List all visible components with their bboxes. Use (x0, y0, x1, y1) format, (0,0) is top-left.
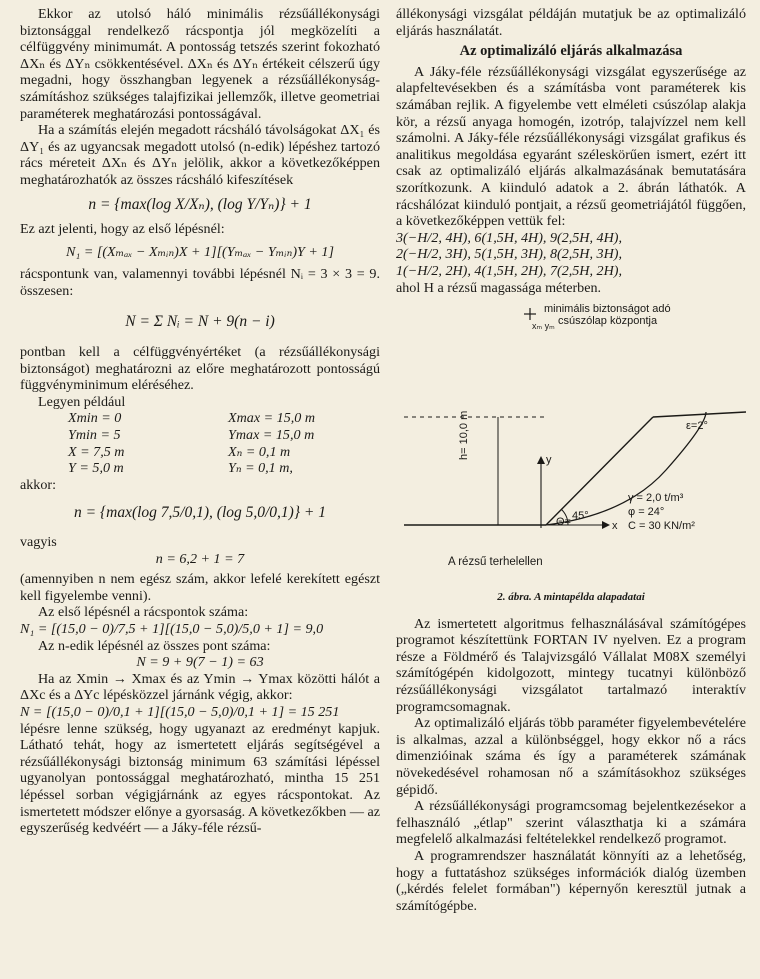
x-axis-label: x (612, 520, 618, 533)
height-label: h= 10,0 m (458, 410, 470, 461)
paragraph: A rézsűállékonysági programcsomag bejelentkezésekor a felhasználó „étlap" szerint választhatja ki a számára megfelelő alkalmazási feltételekkel rendelkező programot. (396, 798, 746, 848)
example-value: Xmax = 15,0 m (228, 410, 316, 427)
equation-brute-force: N = [(15,0 − 0)/0,1 + 1][(15,0 − 5,0)/0,1 + 1] = 15 251 (20, 703, 340, 720)
paragraph: vagyis (20, 534, 57, 551)
example-value: Y = 5,0 m (68, 460, 124, 477)
example-value: Xₙ = 0,1 m (228, 443, 291, 460)
paragraph: A Jáky-féle rézsűállékonysági vizsgálat egyszerűsége az alapfeltevésekben és a számításba vont paraméterek kis számában rejlik. A figyelembe vett elméleti csúszólap alakja kör, a rézsű anyaga homogén, izotróp, talajvízzel nem kell számolni. A Jáky-féle rézsűállékonysági vizsgálat grafikus és analitikus megoldása egyaránt széleskörűen ismert, ezért itt csak az optimalizáló eljárás alkalmazásának bemutatására szorítkozunk. A kiinduló adatok a 2. ábrán láthatók. A rácshálózat kiinduló pontjait, a rézsű geometriájától függően, a következőképpen vettük fel: (396, 63, 746, 230)
cohesion-param: C = 30 KN/m² (628, 520, 695, 533)
coordinate-line: 1(−H/2, 2H), 4(1,5H, 2H), 7(2,5H, 2H), (396, 262, 622, 279)
crest-line (653, 412, 746, 417)
paragraph: A programrendszer használatát könnyíti az a lehetőség, hogy a futtatáshoz szükséges információk dialóg üzemben („kérdés felelet formában") képernyőn keresztül jutnak a számítógépbe. (396, 848, 746, 914)
load-label: A rézsű terhelellen (448, 556, 543, 569)
paragraph: pontban kell a célfüggvényértéket (a rézsűállékonysági biztonságot) meghatározni az előre meghatározott pontosságú függvényminimum eléréséhez. (20, 344, 380, 394)
slip-circle (546, 412, 706, 525)
epsilon-label: ε=2° (686, 420, 708, 433)
figure-2 (396, 300, 746, 585)
example-values (20, 410, 380, 476)
example-value: Yₙ = 0,1 m, (228, 460, 293, 477)
paragraph: rácspontunk van, valamennyi további lépésnél Nᵢ = 3 × 3 = 9. összesen: (20, 266, 380, 299)
paragraph: ahol H a rézsű magassága méterben. (396, 279, 602, 296)
friction-angle-param: φ = 24° (628, 506, 665, 519)
paragraph: Ha az Xmin → Xmax és az Ymin → Ymax közötti hálót a ΔXc és a ΔYc lépésközzel járnánk végig, akkor: (20, 670, 380, 704)
right-column (396, 6, 746, 914)
equation-sum: N = Σ Nᵢ = N + 9(n − i) (125, 312, 275, 330)
paragraph: Ez azt jelenti, hogy az első lépésnél: (20, 221, 225, 238)
equation-example-n: n = {max(log 7,5/0,1), (log 5,0/0,1)} + 1 (73, 504, 326, 522)
left-column (20, 6, 380, 837)
coordinate-line: 3(−H/2, 4H), 6(1,5H, 4H), 9(2,5H, 4H), (396, 229, 622, 246)
x-arrow-icon (602, 521, 610, 529)
paragraph: Az ismertetett algoritmus felhasználásával számítógépes programot készítettünk FORTAN IV nyelven. Ez a program része a Földmérő és Talajvizsgáló Vállalat M08X személyi számítógépén kidolgozott, mintegy tucatnyi különböző rézsűállékonysági vizsgálatot tartalmazó interaktív programcsomagnak. (396, 615, 746, 715)
equation-n: n = {max(log X/Xₙ), (log Y/Yₙ)} + 1 (88, 195, 312, 213)
coordinate-line: 2(−H/2, 3H), 5(1,5H, 3H), 8(2,5H, 3H), (396, 246, 622, 263)
paragraph: Az első lépésnél a rácspontok száma: (38, 604, 249, 621)
example-value: X = 7,5 m (68, 443, 125, 460)
paragraph: Az n-edik lépésnél az összes pont száma: (38, 637, 271, 654)
unit-weight-param: γ = 2,0 t/m³ (628, 492, 684, 505)
equation-first-step: N₁ = [(15,0 − 0)/7,5 + 1][(15,0 − 5,0)/5,0 + 1] = 9,0 (20, 621, 324, 637)
equation-n1: N₁ = [(Xₘₐₓ − Xₘᵢₙ)X + 1][(Yₘₐₓ − Yₘᵢₙ)Y + 1] (66, 243, 334, 260)
y-axis-label: y (546, 454, 552, 467)
paragraph: (amennyiben n nem egész szám, akkor lefelé kerekített egészt kell figyelembe venni). (20, 571, 380, 604)
angle-label: 45° (572, 510, 589, 523)
example-value: Ymin = 5 (68, 427, 121, 444)
equation-result: n = 6,2 + 1 = 7 (155, 550, 245, 567)
theta-label: Θ= (556, 516, 571, 529)
equation-total: N = 9 + 9(7 − 1) = 63 (136, 654, 264, 671)
y-arrow-icon (537, 456, 545, 464)
paragraph: lépésre lenne szükség, hogy ugyanazt az eredményt kapjuk. Látható tehát, hogy az ismertetett eljárás segítségével a rézsűállékonysági biztonság minimum 63 számítási lépéssel ugyanolyan pontossággal meghatározható, mintha 15 251 lépéssel sorban végigjárnánk az egyes rácspontokat. Az ismertetett módszer előnye a gyorsaság. A következőkben — az egyszerűség kedvéért — a Jáky-féle rézsű- (20, 720, 380, 837)
paragraph: akkor: (20, 476, 57, 493)
figure-caption: 2. ábra. A mintapélda alapadatai (497, 591, 645, 604)
paragraph: Legyen például (38, 393, 126, 410)
legend-line-1: minimális biztonságot adó (544, 303, 671, 316)
paragraph: Ha a számítás elején megadott rácsháló távolságokat ΔX₁ és ΔY₁ és az ugyancsak megadott utolsó (n-edik) lépéshez tartozó rács méreteit ΔXₙ és ΔYₙ jelölik, akkor a következőképpen meghatározhatók az összes rácsháló kifeszítések (20, 122, 380, 188)
example-value: Ymax = 15,0 m (228, 427, 315, 444)
example-value: Xmin = 0 (68, 410, 122, 427)
section-heading: Az optimalizáló eljárás alkalmazása (459, 43, 683, 60)
paragraph: állékonysági vizsgálat példáján mutatjuk be az optimalizáló eljárás használatát. (396, 6, 746, 39)
legend-symbol: xₘ yₘ (532, 321, 555, 332)
legend-line-2: csúszólap központja (558, 315, 658, 328)
paragraph: Ekkor az utolsó háló minimális rézsűállékonysági biztonsággal rendelkező rácspontja jól megközelíti a célfüggvény minimumát. A pontosság tetszés szerint fokozható ΔXₙ és ΔYₙ csökkentésével. ΔXₙ és ΔYₙ értékeit célszerű úgy megadni, hogy összhangban legyenek a rézsűállékonyság-számításhoz szükséges talajfizikai jellemzők, illetve geometriai paraméterek meghatározási pontosságával. (20, 6, 380, 122)
paragraph: Az optimalizáló eljárás több paraméter figyelembevételére is alkalmas, azzal a különbséggel, hogy ekkor nő a rács dimenzióinak száma és így a paraméterek számának növekedésével rohamosan nő a számításokhoz szükséges gépidő. (396, 715, 746, 798)
